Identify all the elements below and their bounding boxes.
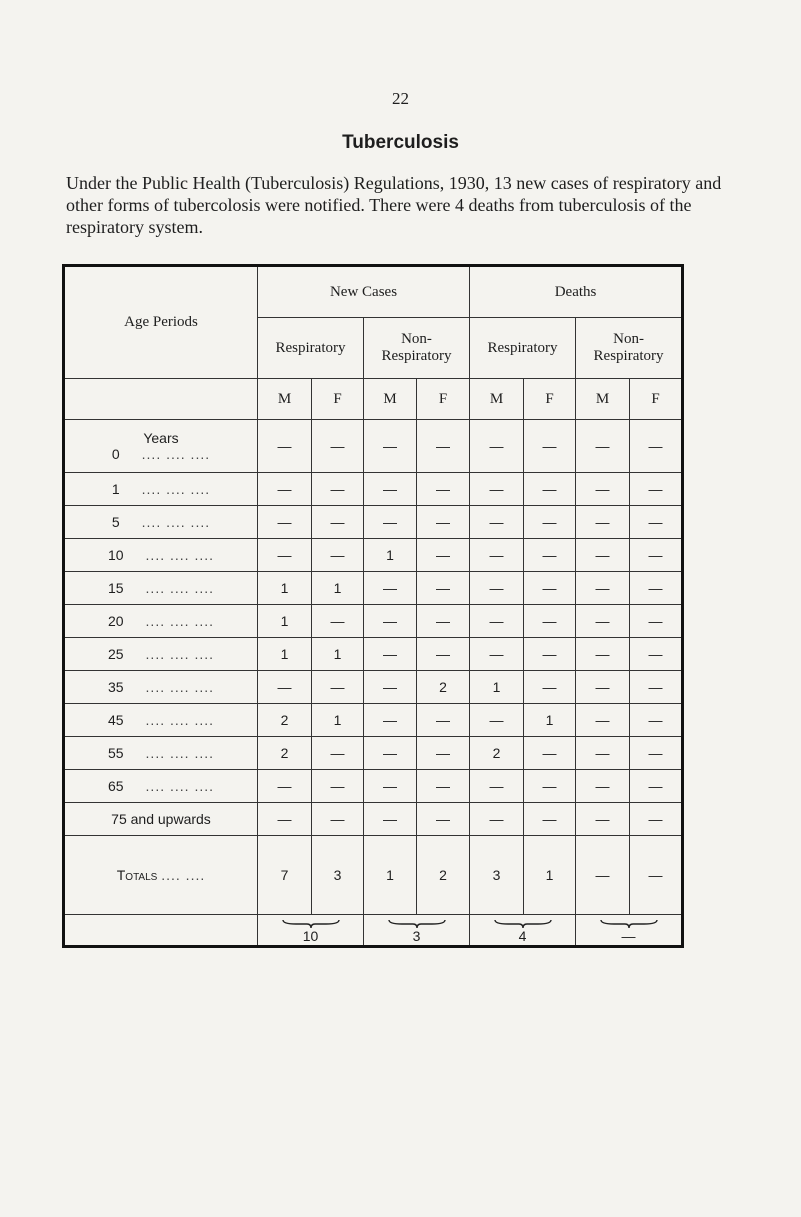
- m-header: M: [258, 379, 312, 420]
- value-cell: —: [576, 803, 630, 836]
- deaths-respiratory-header: Respiratory: [470, 318, 576, 379]
- leader-dots: .... .... ....: [145, 745, 215, 761]
- tuberculosis-table: [62, 264, 684, 948]
- value-cell: —: [524, 420, 576, 473]
- sums-row: [64, 915, 683, 947]
- value-cell: —: [470, 572, 524, 605]
- leader-dots: .... .... ....: [145, 547, 215, 563]
- brace-icon: [387, 918, 447, 928]
- value-cell: —: [576, 539, 630, 572]
- value-cell: —: [417, 803, 470, 836]
- brace-icon: [493, 918, 553, 928]
- page-title: Tuberculosis: [342, 132, 459, 153]
- age-value: 75 and upwards: [111, 811, 211, 827]
- value-cell: —: [470, 638, 524, 671]
- age-value: 0: [111, 446, 120, 462]
- table-row: [64, 671, 683, 704]
- value-cell: —: [364, 737, 417, 770]
- value-cell: —: [417, 638, 470, 671]
- leader-dots: .... .... ....: [141, 446, 211, 462]
- value-cell: 2: [470, 737, 524, 770]
- value-cell: —: [258, 473, 312, 506]
- age-value: 45: [107, 712, 124, 728]
- value-cell: —: [576, 638, 630, 671]
- value-cell: —: [312, 770, 364, 803]
- value-cell: —: [417, 737, 470, 770]
- table-row: [64, 737, 683, 770]
- value-cell: 1: [312, 572, 364, 605]
- value-cell: 1: [312, 704, 364, 737]
- value-cell: 2: [417, 671, 470, 704]
- value-cell: —: [470, 770, 524, 803]
- value-cell: —: [258, 420, 312, 473]
- value-cell: —: [576, 572, 630, 605]
- leader-dots: .... .... ....: [145, 580, 215, 596]
- totals-row: [64, 836, 683, 915]
- value-cell: —: [630, 473, 683, 506]
- value-cell: —: [258, 506, 312, 539]
- table-row: [64, 605, 683, 638]
- m-header: M: [470, 379, 524, 420]
- value-cell: —: [470, 704, 524, 737]
- age-period-cell: [64, 473, 258, 506]
- blank-cell: [64, 379, 258, 420]
- value-cell: 1: [364, 539, 417, 572]
- brace-icon: [599, 918, 659, 928]
- value-cell: —: [524, 572, 576, 605]
- age-value: 15: [107, 580, 124, 596]
- value-cell: —: [524, 638, 576, 671]
- value-cell: 1: [258, 605, 312, 638]
- value-cell: —: [470, 539, 524, 572]
- sum-cell: [364, 915, 470, 947]
- value-cell: —: [524, 473, 576, 506]
- value-cell: —: [576, 605, 630, 638]
- value-cell: —: [524, 770, 576, 803]
- age-period-cell: [64, 704, 258, 737]
- table-row: [64, 420, 683, 473]
- value-cell: —: [417, 704, 470, 737]
- value-cell: —: [312, 605, 364, 638]
- leader-dots: .... .... ....: [145, 646, 215, 662]
- value-cell: —: [470, 803, 524, 836]
- value-cell: —: [417, 605, 470, 638]
- total-cell: 1: [524, 836, 576, 915]
- value-cell: 1: [470, 671, 524, 704]
- totals-label: Totals .... ....: [64, 836, 258, 915]
- value-cell: —: [630, 671, 683, 704]
- table-row: [64, 770, 683, 803]
- intro-paragraph: [66, 172, 726, 238]
- years-label: Years: [143, 430, 179, 446]
- value-cell: —: [364, 506, 417, 539]
- value-cell: —: [364, 770, 417, 803]
- value-cell: —: [364, 803, 417, 836]
- age-value: 55: [107, 745, 124, 761]
- value-cell: —: [258, 770, 312, 803]
- value-cell: 1: [524, 704, 576, 737]
- value-cell: —: [364, 671, 417, 704]
- total-cell: 3: [312, 836, 364, 915]
- blank-cell: [64, 915, 258, 947]
- table-row: [64, 539, 683, 572]
- value-cell: —: [312, 539, 364, 572]
- value-cell: —: [364, 605, 417, 638]
- sum-value: 4: [518, 928, 527, 944]
- m-header: M: [576, 379, 630, 420]
- sum-cell: [576, 915, 683, 947]
- age-period-cell: [64, 605, 258, 638]
- leader-dots: .... .... ....: [145, 712, 215, 728]
- value-cell: —: [576, 671, 630, 704]
- value-cell: —: [417, 506, 470, 539]
- total-cell: 1: [364, 836, 417, 915]
- value-cell: —: [312, 671, 364, 704]
- page-number: 22: [392, 89, 409, 108]
- value-cell: —: [576, 420, 630, 473]
- sum-cell: [470, 915, 576, 947]
- age-period-cell: [64, 506, 258, 539]
- sex-header-row: [64, 379, 683, 420]
- intro-text: Under the Public Health (Tuberculosis) Regulations, 1930, 13 new cases of respiratory and other forms of tubercolosis were notified. There were 4 deaths from tuberculosis of the respiratory system.: [66, 173, 722, 237]
- value-cell: —: [470, 420, 524, 473]
- age-period-cell: [64, 803, 258, 836]
- age-value: 1: [111, 481, 120, 497]
- leader-dots: .... .... ....: [145, 679, 215, 695]
- total-cell: 3: [470, 836, 524, 915]
- age-period-cell: [64, 539, 258, 572]
- value-cell: —: [630, 605, 683, 638]
- value-cell: 1: [258, 572, 312, 605]
- leader-dots: .... .... ....: [145, 613, 215, 629]
- value-cell: 2: [258, 704, 312, 737]
- age-value: 10: [107, 547, 124, 563]
- value-cell: —: [576, 473, 630, 506]
- f-header: F: [312, 379, 364, 420]
- age-periods-header: Age Periods: [64, 266, 258, 379]
- age-value: 20: [107, 613, 124, 629]
- value-cell: —: [524, 737, 576, 770]
- new-respiratory-header: Respiratory: [258, 318, 364, 379]
- value-cell: —: [312, 803, 364, 836]
- table-row: [64, 704, 683, 737]
- table-row: [64, 473, 683, 506]
- sum-value: 3: [412, 928, 421, 944]
- value-cell: —: [364, 638, 417, 671]
- value-cell: —: [630, 770, 683, 803]
- age-period-cell: [64, 770, 258, 803]
- value-cell: —: [312, 473, 364, 506]
- age-period-cell: [64, 572, 258, 605]
- new-cases-header: New Cases: [258, 266, 470, 318]
- value-cell: —: [630, 506, 683, 539]
- value-cell: —: [312, 420, 364, 473]
- value-cell: 1: [312, 638, 364, 671]
- age-value: 65: [107, 778, 124, 794]
- value-cell: —: [258, 671, 312, 704]
- deaths-non-respiratory-header: Non- Respiratory: [576, 318, 683, 379]
- value-cell: —: [417, 770, 470, 803]
- value-cell: —: [312, 737, 364, 770]
- value-cell: —: [576, 770, 630, 803]
- f-header: F: [630, 379, 683, 420]
- value-cell: —: [470, 473, 524, 506]
- age-value: 35: [107, 679, 124, 695]
- value-cell: —: [417, 539, 470, 572]
- value-cell: —: [524, 671, 576, 704]
- leader-dots: .... .... ....: [145, 778, 215, 794]
- value-cell: —: [576, 704, 630, 737]
- value-cell: —: [524, 605, 576, 638]
- value-cell: —: [417, 473, 470, 506]
- value-cell: —: [364, 572, 417, 605]
- sum-value: 10: [302, 928, 319, 944]
- leader-dots: .... .... ....: [141, 514, 211, 530]
- value-cell: —: [470, 605, 524, 638]
- value-cell: —: [258, 803, 312, 836]
- age-period-cell: [64, 638, 258, 671]
- brace-icon: [281, 918, 341, 928]
- f-header: F: [417, 379, 470, 420]
- value-cell: —: [524, 803, 576, 836]
- value-cell: —: [364, 420, 417, 473]
- sum-cell: [258, 915, 364, 947]
- value-cell: —: [417, 572, 470, 605]
- value-cell: 1: [258, 638, 312, 671]
- value-cell: —: [524, 506, 576, 539]
- value-cell: —: [258, 539, 312, 572]
- table-row: [64, 506, 683, 539]
- value-cell: —: [364, 473, 417, 506]
- value-cell: —: [630, 638, 683, 671]
- age-period-cell: [64, 671, 258, 704]
- m-header: M: [364, 379, 417, 420]
- value-cell: —: [576, 506, 630, 539]
- value-cell: —: [630, 420, 683, 473]
- age-period-cell: [64, 737, 258, 770]
- new-non-respiratory-header: Non- Respiratory: [364, 318, 470, 379]
- table-row: [64, 572, 683, 605]
- value-cell: —: [364, 704, 417, 737]
- total-cell: —: [630, 836, 683, 915]
- age-period-cell: [64, 420, 258, 473]
- total-cell: —: [576, 836, 630, 915]
- deaths-header: Deaths: [470, 266, 683, 318]
- value-cell: 2: [258, 737, 312, 770]
- value-cell: —: [630, 539, 683, 572]
- table-row: [64, 803, 683, 836]
- total-cell: 2: [417, 836, 470, 915]
- value-cell: —: [312, 506, 364, 539]
- value-cell: —: [524, 539, 576, 572]
- sum-value: —: [621, 928, 636, 944]
- value-cell: —: [630, 803, 683, 836]
- age-value: 5: [111, 514, 120, 530]
- f-header: F: [524, 379, 576, 420]
- value-cell: —: [417, 420, 470, 473]
- value-cell: —: [630, 704, 683, 737]
- age-value: 25: [107, 646, 124, 662]
- leader-dots: .... .... ....: [141, 481, 211, 497]
- value-cell: —: [576, 737, 630, 770]
- table-row: [64, 638, 683, 671]
- total-cell: 7: [258, 836, 312, 915]
- value-cell: —: [630, 572, 683, 605]
- value-cell: —: [630, 737, 683, 770]
- value-cell: —: [470, 506, 524, 539]
